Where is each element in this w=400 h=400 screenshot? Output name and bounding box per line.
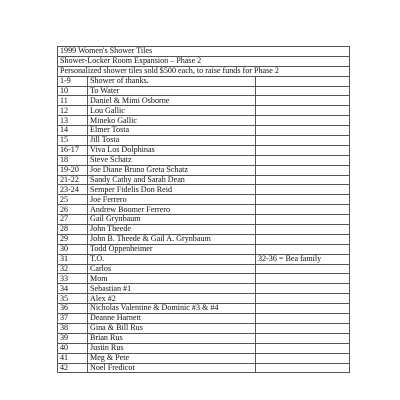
tile-number-cell: 31 bbox=[58, 254, 88, 264]
header-row bbox=[58, 56, 350, 66]
table-row bbox=[58, 155, 350, 165]
table-row bbox=[58, 353, 350, 363]
tile-number-cell: 37 bbox=[58, 314, 88, 324]
donor-name-cell: Mom bbox=[88, 274, 256, 284]
tile-number-cell: 35 bbox=[58, 294, 88, 304]
tile-number-cell: 1-9 bbox=[58, 76, 88, 86]
note-cell bbox=[256, 353, 350, 363]
note-cell bbox=[256, 145, 350, 155]
table-row bbox=[58, 116, 350, 126]
table-row bbox=[58, 264, 350, 274]
donor-name-cell: Sandy Cathy and Sarah Dean bbox=[88, 175, 256, 185]
table-row bbox=[58, 165, 350, 175]
donor-name-cell: Alex #2 bbox=[88, 294, 256, 304]
table-row bbox=[58, 333, 350, 343]
tile-number-cell: 23-24 bbox=[58, 185, 88, 195]
table-row bbox=[58, 145, 350, 155]
tile-number-cell: 18 bbox=[58, 155, 88, 165]
donor-name-cell: Gina & Bill Rus bbox=[88, 323, 256, 333]
donor-name-cell: Deanne Harnett bbox=[88, 314, 256, 324]
tile-number-cell: 36 bbox=[58, 304, 88, 314]
tile-number-cell: 25 bbox=[58, 195, 88, 205]
table-row bbox=[58, 294, 350, 304]
header-row bbox=[58, 66, 350, 76]
note-cell bbox=[256, 363, 350, 373]
donor-name-cell: Lou Gallic bbox=[88, 106, 256, 116]
tile-number-cell: 39 bbox=[58, 333, 88, 343]
tile-number-cell: 16-17 bbox=[58, 145, 88, 155]
table-row bbox=[58, 185, 350, 195]
note-cell bbox=[256, 136, 350, 146]
note-cell bbox=[256, 76, 350, 86]
document-description: Personalized shower tiles sold $500 each, to raise funds for Phase 2 bbox=[58, 66, 350, 76]
header-row bbox=[58, 47, 350, 57]
note-cell bbox=[256, 244, 350, 254]
tile-number-cell: 13 bbox=[58, 116, 88, 126]
note-cell bbox=[256, 343, 350, 353]
table-row bbox=[58, 244, 350, 254]
table-row bbox=[58, 225, 350, 235]
table-row bbox=[58, 314, 350, 324]
note-cell bbox=[256, 126, 350, 136]
donor-name-cell: Jill Tosta bbox=[88, 136, 256, 146]
table-row bbox=[58, 234, 350, 244]
note-cell bbox=[256, 294, 350, 304]
donor-name-cell: Meg & Pete bbox=[88, 353, 256, 363]
donor-name-cell: Joe Diane Bruno Greta Schatz bbox=[88, 165, 256, 175]
table-body bbox=[58, 47, 350, 373]
tile-number-cell: 10 bbox=[58, 86, 88, 96]
table-row bbox=[58, 195, 350, 205]
tile-number-cell: 12 bbox=[58, 106, 88, 116]
donor-name-cell: John Theede bbox=[88, 225, 256, 235]
note-cell: 32-36 = Bea family bbox=[256, 254, 350, 264]
tile-number-cell: 15 bbox=[58, 136, 88, 146]
tile-number-cell: 30 bbox=[58, 244, 88, 254]
tile-number-cell: 41 bbox=[58, 353, 88, 363]
tile-number-cell: 32 bbox=[58, 264, 88, 274]
donor-name-cell: Shower of thanks. bbox=[88, 76, 256, 86]
shower-tiles-table bbox=[57, 46, 350, 373]
donor-name-cell: To Water bbox=[88, 86, 256, 96]
note-cell bbox=[256, 165, 350, 175]
tile-number-cell: 26 bbox=[58, 205, 88, 215]
note-cell bbox=[256, 96, 350, 106]
donor-name-cell: Noel Fredicot bbox=[88, 363, 256, 373]
tile-number-cell: 19-20 bbox=[58, 165, 88, 175]
tile-number-cell: 28 bbox=[58, 225, 88, 235]
note-cell bbox=[256, 155, 350, 165]
table-row bbox=[58, 96, 350, 106]
tile-number-cell: 34 bbox=[58, 284, 88, 294]
tile-number-cell: 38 bbox=[58, 323, 88, 333]
tile-number-cell: 42 bbox=[58, 363, 88, 373]
note-cell bbox=[256, 284, 350, 294]
donor-name-cell: Gail Grynbaum bbox=[88, 215, 256, 225]
donor-name-cell: Sebastian #1 bbox=[88, 284, 256, 294]
note-cell bbox=[256, 304, 350, 314]
note-cell bbox=[256, 195, 350, 205]
note-cell bbox=[256, 264, 350, 274]
table-row bbox=[58, 106, 350, 116]
table-row bbox=[58, 205, 350, 215]
note-cell bbox=[256, 215, 350, 225]
donor-name-cell: Mineko Gallic bbox=[88, 116, 256, 126]
table-row bbox=[58, 126, 350, 136]
note-cell bbox=[256, 185, 350, 195]
note-cell bbox=[256, 314, 350, 324]
note-cell bbox=[256, 175, 350, 185]
table-row bbox=[58, 76, 350, 86]
document-subtitle: Shower-Locker Room Expansion – Phase 2 bbox=[58, 56, 350, 66]
tile-number-cell: 33 bbox=[58, 274, 88, 284]
document-title: 1999 Women's Shower Tiles bbox=[58, 47, 350, 57]
donor-name-cell: Semper Fidelis Don Reid bbox=[88, 185, 256, 195]
tile-number-cell: 21-22 bbox=[58, 175, 88, 185]
note-cell bbox=[256, 86, 350, 96]
donor-name-cell: Steve Schatz bbox=[88, 155, 256, 165]
table-row bbox=[58, 284, 350, 294]
table-row bbox=[58, 363, 350, 373]
tile-number-cell: 14 bbox=[58, 126, 88, 136]
table-row bbox=[58, 136, 350, 146]
table-row bbox=[58, 175, 350, 185]
table-row bbox=[58, 254, 350, 264]
table-row bbox=[58, 274, 350, 284]
tile-number-cell: 40 bbox=[58, 343, 88, 353]
donor-name-cell: Brian Rus bbox=[88, 333, 256, 343]
donor-name-cell: Nicholas Valentine & Dominic #3 & #4 bbox=[88, 304, 256, 314]
donor-name-cell: John B. Theede & Gail A. Grynbaum bbox=[88, 234, 256, 244]
note-cell bbox=[256, 106, 350, 116]
tile-number-cell: 29 bbox=[58, 234, 88, 244]
donor-name-cell: Carlos bbox=[88, 264, 256, 274]
donor-name-cell: Daniel & Mimi Osborne bbox=[88, 96, 256, 106]
table-row bbox=[58, 86, 350, 96]
donor-name-cell: Viva Los Dolphinas bbox=[88, 145, 256, 155]
note-cell bbox=[256, 205, 350, 215]
donor-name-cell: Elmer Tosta bbox=[88, 126, 256, 136]
note-cell bbox=[256, 333, 350, 343]
table-row bbox=[58, 215, 350, 225]
donor-name-cell: T.O. bbox=[88, 254, 256, 264]
table-row bbox=[58, 343, 350, 353]
donor-name-cell: Andrew Boomer Ferrero bbox=[88, 205, 256, 215]
table-row bbox=[58, 323, 350, 333]
tile-number-cell: 27 bbox=[58, 215, 88, 225]
note-cell bbox=[256, 225, 350, 235]
note-cell bbox=[256, 234, 350, 244]
table-row bbox=[58, 304, 350, 314]
tile-number-cell: 11 bbox=[58, 96, 88, 106]
donor-name-cell: Justin Rus bbox=[88, 343, 256, 353]
donor-name-cell: Todd Oppenheimer bbox=[88, 244, 256, 254]
donor-name-cell: Joe Ferrero bbox=[88, 195, 256, 205]
note-cell bbox=[256, 274, 350, 284]
note-cell bbox=[256, 116, 350, 126]
note-cell bbox=[256, 323, 350, 333]
